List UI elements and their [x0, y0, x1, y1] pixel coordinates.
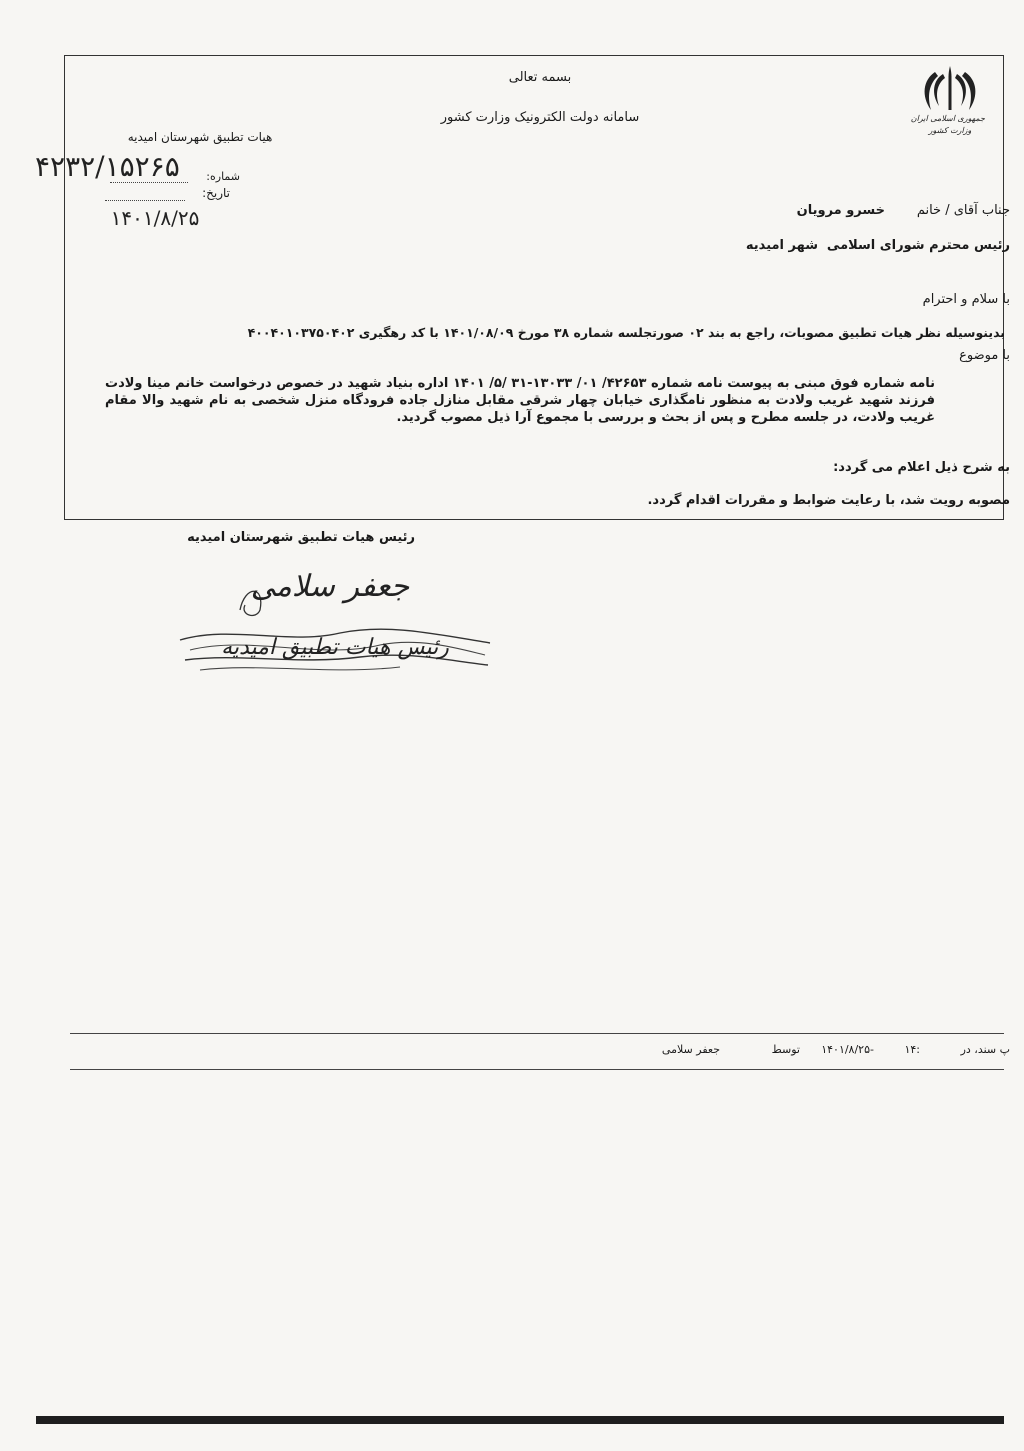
- signature-block: [170, 565, 500, 685]
- footer-by: توسط: [771, 1043, 800, 1056]
- signature-title-handwritten: رئیس هیات تطبیق امیدیه: [221, 635, 449, 660]
- iran-emblem: [910, 62, 985, 142]
- subject-label: با موضوع: [959, 348, 1010, 363]
- footer-prefix: پ سند، در: [960, 1043, 1010, 1056]
- org-line-2: وزارت کشور: [928, 126, 972, 135]
- subject-text: نامه شماره فوق مبنی به پیوست نامه شماره ۴۲۶۵۳/ ۰۱/ ۱۳۰۳۳-۳۱ /۵/ ۱۴۰۱ اداره بنیاد شهید در خصوص درخواست خانم مینا ولادت فرزند شهید غریب ولادت به منظور نامگذاری خیابان چهار شرقی مقابل منازل جاده فرودگاه منزل شخصی به نام شهید والا مقام غریب ولادت، در جلسه مطرح و پس از بحث و بررسی با مجموع آرا ذیل مصوب گردید.: [105, 376, 936, 425]
- letter-number-handwritten: ۴۲۳۲/۱۵۲۶۵: [35, 150, 180, 183]
- footer-rule-bottom: [70, 1069, 1004, 1070]
- system-name: سامانه دولت الکترونیک وزارت کشور: [440, 110, 640, 125]
- emblem-icon: [915, 62, 985, 117]
- number-dotline: [110, 182, 188, 183]
- board-name: هیات تطبیق شهرستان امیدیه: [127, 130, 273, 144]
- recipient-salutation: جناب آقای / خانم: [916, 203, 1010, 218]
- recipient-city: شهر امیدیه: [745, 238, 818, 253]
- date-label: تاریخ:: [202, 186, 230, 200]
- recipient-title: رئیس محترم شورای اسلامی: [826, 238, 1010, 253]
- number-label: شماره:: [206, 170, 240, 183]
- scan-bottom-edge: [36, 1416, 1004, 1424]
- footer-time: ۱۴:: [904, 1043, 920, 1056]
- footer-rule-top: [70, 1033, 1004, 1034]
- footer-dash: -: [870, 1043, 874, 1056]
- recipient-name: خسرو مرویان: [796, 203, 885, 218]
- org-line-1: جمهوری اسلامی ایران: [910, 114, 985, 123]
- footer-person: جعفر سلامی: [661, 1043, 720, 1056]
- decision-line: مصوبه رویت شد، با رعایت ضوابط و مقررات اقدام گردد.: [647, 493, 1010, 508]
- date-dotline: [105, 200, 185, 201]
- greeting: با سلام و احترام: [922, 292, 1010, 307]
- intro-line: بدینوسیله نظر هیات تطبیق مصوبات، راجع به بند ۰۲ صورتجلسه شماره ۳۸ مورخ ۱۴۰۱/۰۸/۰۹ با کد رهگیری ۴۰۰۴۰۱۰۳۷۵۰۴۰۲: [247, 325, 1005, 340]
- signature-role: رئیس هیات تطبیق شهرستان امیدیه: [187, 530, 415, 545]
- announce-line: به شرح ذیل اعلام می گردد:: [833, 460, 1010, 475]
- letter-date-handwritten: ۱۴۰۱/۸/۲۵: [110, 206, 200, 230]
- footer-date: ۱۴۰۱/۸/۲۵: [821, 1043, 870, 1056]
- basmala: بسمه تعالی: [508, 70, 572, 85]
- signature-name-handwritten: جعفر سلامی: [250, 569, 410, 604]
